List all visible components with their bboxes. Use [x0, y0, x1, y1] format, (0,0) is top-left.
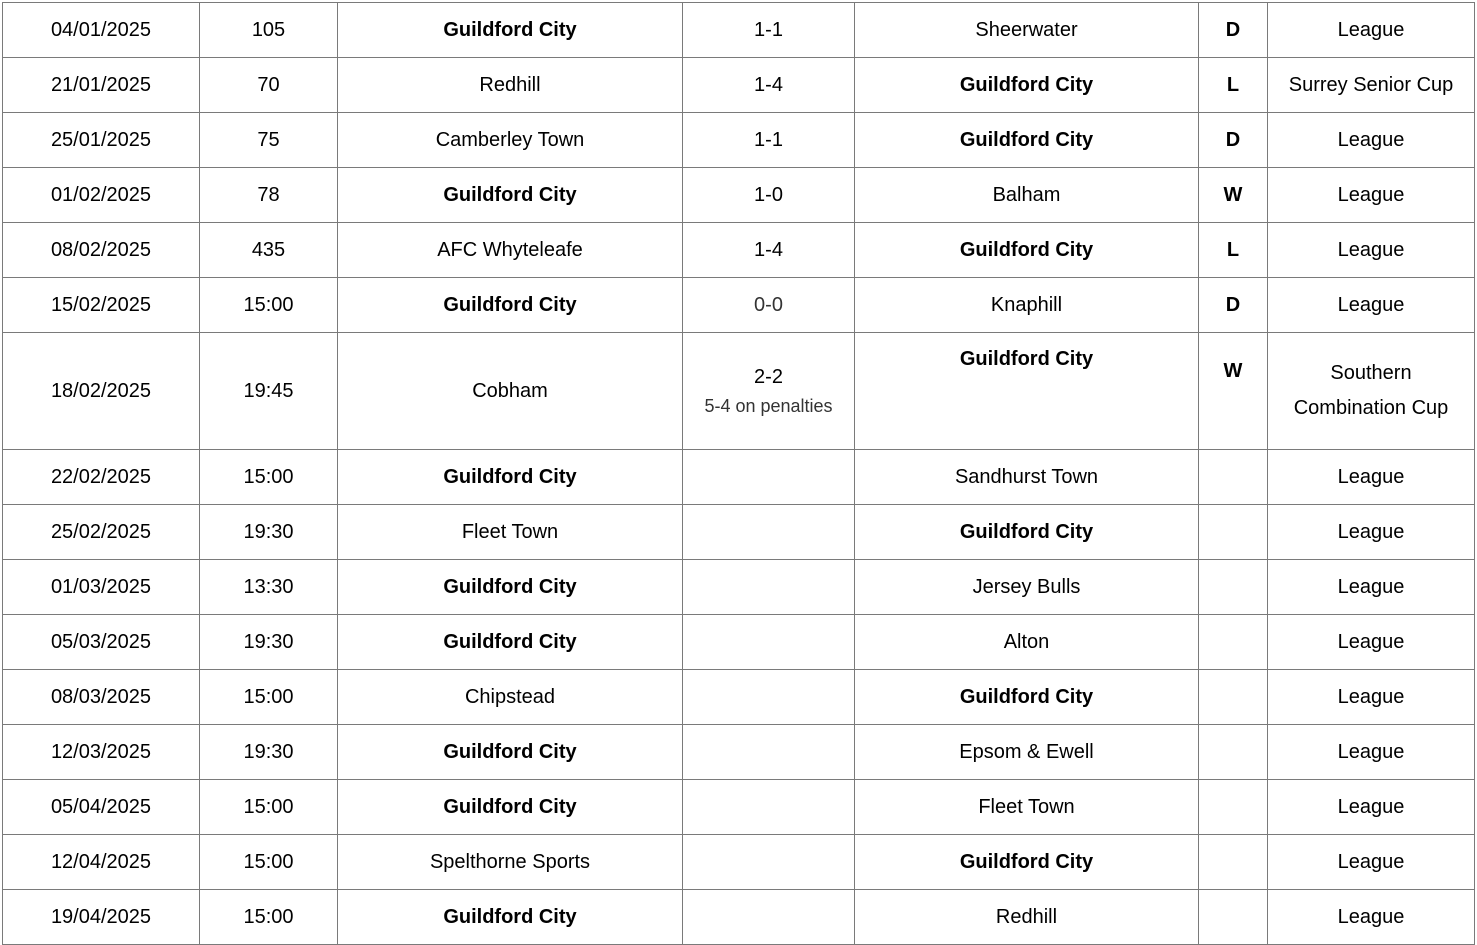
- score-value: 2-2: [754, 366, 783, 388]
- competition-cell: League: [1268, 615, 1475, 670]
- competition-cell: Southern Combination Cup: [1268, 333, 1475, 450]
- date-cell: 25/02/2025: [3, 505, 200, 560]
- home-team-cell: Spelthorne Sports: [338, 835, 683, 890]
- away-team-cell: Guildford City: [855, 333, 1199, 450]
- competition-cell: League: [1268, 560, 1475, 615]
- away-team-cell: Fleet Town: [855, 780, 1199, 835]
- score-cell: [683, 725, 855, 780]
- competition-cell: League: [1268, 3, 1475, 58]
- info-cell: 15:00: [200, 450, 338, 505]
- away-team-cell: Alton: [855, 615, 1199, 670]
- score-cell: [683, 835, 855, 890]
- result-cell: D: [1199, 113, 1268, 168]
- competition-cell: League: [1268, 278, 1475, 333]
- info-cell: 19:30: [200, 505, 338, 560]
- result-cell: [1199, 890, 1268, 945]
- table-row: [3, 615, 1475, 670]
- info-cell: 105: [200, 3, 338, 58]
- home-team-cell: Guildford City: [338, 168, 683, 223]
- fixtures-body: [3, 3, 1475, 945]
- result-cell: [1199, 780, 1268, 835]
- away-team-cell: Sandhurst Town: [855, 450, 1199, 505]
- info-cell: 70: [200, 58, 338, 113]
- away-team-cell: Guildford City: [855, 835, 1199, 890]
- info-cell: 435: [200, 223, 338, 278]
- table-row: [3, 835, 1475, 890]
- result-cell: [1199, 835, 1268, 890]
- result-cell: [1199, 670, 1268, 725]
- date-cell: 05/04/2025: [3, 780, 200, 835]
- result-cell: [1199, 450, 1268, 505]
- competition-cell: League: [1268, 505, 1475, 560]
- date-cell: 08/02/2025: [3, 223, 200, 278]
- result-cell: [1199, 505, 1268, 560]
- info-cell: 19:45: [200, 333, 338, 450]
- info-cell: 15:00: [200, 780, 338, 835]
- home-team-cell: Guildford City: [338, 3, 683, 58]
- date-cell: 22/02/2025: [3, 450, 200, 505]
- score-cell: 1-1: [683, 113, 855, 168]
- competition-cell: League: [1268, 223, 1475, 278]
- home-team-cell: Guildford City: [338, 780, 683, 835]
- table-row: [3, 505, 1475, 560]
- score-cell: [683, 450, 855, 505]
- away-team-cell: Epsom & Ewell: [855, 725, 1199, 780]
- info-cell: 13:30: [200, 560, 338, 615]
- table-row: [3, 168, 1475, 223]
- score-cell: [683, 615, 855, 670]
- competition-cell: League: [1268, 670, 1475, 725]
- home-team-cell: Cobham: [338, 333, 683, 450]
- home-team-cell: Guildford City: [338, 725, 683, 780]
- info-cell: 78: [200, 168, 338, 223]
- away-team-cell: Jersey Bulls: [855, 560, 1199, 615]
- result-cell: D: [1199, 278, 1268, 333]
- table-row: [3, 725, 1475, 780]
- table-row: [3, 670, 1475, 725]
- date-cell: 08/03/2025: [3, 670, 200, 725]
- info-cell: 15:00: [200, 890, 338, 945]
- score-cell: 0-0: [683, 278, 855, 333]
- competition-cell: Surrey Senior Cup: [1268, 58, 1475, 113]
- info-cell: 15:00: [200, 670, 338, 725]
- fixtures-table: [2, 2, 1475, 945]
- date-cell: 04/01/2025: [3, 3, 200, 58]
- away-team-cell: Guildford City: [855, 670, 1199, 725]
- result-cell: [1199, 615, 1268, 670]
- home-team-cell: Guildford City: [338, 615, 683, 670]
- score-cell: [683, 505, 855, 560]
- score-cell: 1-4: [683, 58, 855, 113]
- away-team-cell: Redhill: [855, 890, 1199, 945]
- home-team-cell: Redhill: [338, 58, 683, 113]
- home-team-cell: Guildford City: [338, 560, 683, 615]
- score-cell: 1-4: [683, 223, 855, 278]
- home-team-cell: Camberley Town: [338, 113, 683, 168]
- date-cell: 25/01/2025: [3, 113, 200, 168]
- competition-cell: League: [1268, 725, 1475, 780]
- away-team-cell: Guildford City: [855, 505, 1199, 560]
- date-cell: 21/01/2025: [3, 58, 200, 113]
- result-cell: L: [1199, 58, 1268, 113]
- info-cell: 15:00: [200, 278, 338, 333]
- score-cell: [683, 333, 855, 450]
- result-cell: W: [1199, 168, 1268, 223]
- competition-cell: League: [1268, 113, 1475, 168]
- home-team-cell: Guildford City: [338, 278, 683, 333]
- table-row: [3, 58, 1475, 113]
- score-cell: [683, 780, 855, 835]
- competition-cell: League: [1268, 835, 1475, 890]
- date-cell: 18/02/2025: [3, 333, 200, 450]
- table-row: [3, 223, 1475, 278]
- table-row: [3, 3, 1475, 58]
- penalties-note: 5-4 on penalties: [704, 396, 833, 416]
- score-cell: [683, 670, 855, 725]
- info-cell: 19:30: [200, 725, 338, 780]
- info-cell: 15:00: [200, 835, 338, 890]
- info-cell: 19:30: [200, 615, 338, 670]
- away-team-cell: Knaphill: [855, 278, 1199, 333]
- home-team-cell: Guildford City: [338, 890, 683, 945]
- date-cell: 05/03/2025: [3, 615, 200, 670]
- table-row: [3, 333, 1475, 450]
- table-row: [3, 113, 1475, 168]
- home-team-cell: Fleet Town: [338, 505, 683, 560]
- table-row: [3, 890, 1475, 945]
- result-cell: D: [1199, 3, 1268, 58]
- table-row: [3, 450, 1475, 505]
- table-row: [3, 278, 1475, 333]
- competition-cell: League: [1268, 168, 1475, 223]
- date-cell: 12/04/2025: [3, 835, 200, 890]
- away-team-cell: Sheerwater: [855, 3, 1199, 58]
- home-team-cell: Chipstead: [338, 670, 683, 725]
- result-cell: W: [1199, 333, 1268, 450]
- result-cell: [1199, 725, 1268, 780]
- competition-cell: League: [1268, 890, 1475, 945]
- competition-cell: League: [1268, 780, 1475, 835]
- result-cell: L: [1199, 223, 1268, 278]
- table-row: [3, 780, 1475, 835]
- competition-cell: League: [1268, 450, 1475, 505]
- away-team-cell: Guildford City: [855, 223, 1199, 278]
- away-team-cell: Balham: [855, 168, 1199, 223]
- home-team-cell: Guildford City: [338, 450, 683, 505]
- date-cell: 01/02/2025: [3, 168, 200, 223]
- date-cell: 15/02/2025: [3, 278, 200, 333]
- home-team-cell: AFC Whyteleafe: [338, 223, 683, 278]
- score-cell: [683, 890, 855, 945]
- info-cell: 75: [200, 113, 338, 168]
- away-team-cell: Guildford City: [855, 113, 1199, 168]
- date-cell: 01/03/2025: [3, 560, 200, 615]
- date-cell: 19/04/2025: [3, 890, 200, 945]
- score-cell: [683, 560, 855, 615]
- result-cell: [1199, 560, 1268, 615]
- away-team-cell: Guildford City: [855, 58, 1199, 113]
- score-cell: 1-0: [683, 168, 855, 223]
- date-cell: 12/03/2025: [3, 725, 200, 780]
- table-row: [3, 560, 1475, 615]
- score-cell: 1-1: [683, 3, 855, 58]
